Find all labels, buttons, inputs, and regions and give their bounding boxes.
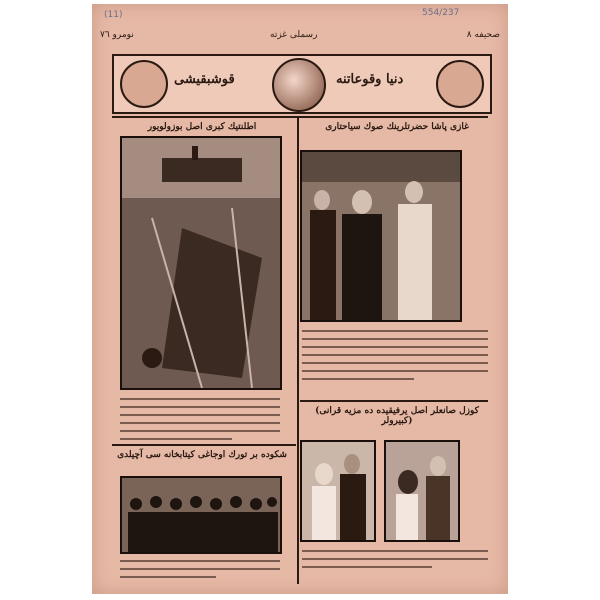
group-portrait xyxy=(302,152,460,320)
right-bottom-headline: (كوزل صانعلر اصل يرفيقيده ده مزيه قرانى كبيرولر) xyxy=(315,406,479,426)
pencil-note-left: (11) xyxy=(104,10,123,20)
issue-label: نومرو ۷٦ xyxy=(100,30,134,40)
center-label: رسملى غزته xyxy=(270,30,318,40)
top-rule xyxy=(112,116,488,118)
left-top-headline: اطلنتيك كبرى اصل بوزولويور xyxy=(147,122,257,132)
couple-portrait xyxy=(302,442,374,540)
left-bottom-headline: شكوده بر تورك اوجاغى كيتابخانه سى آچيلدى xyxy=(117,450,287,460)
library-opening-photo xyxy=(120,476,282,554)
haircut-photo xyxy=(384,440,460,542)
right-mid-rule xyxy=(300,400,488,402)
left-top-body-text xyxy=(120,392,280,446)
haircut-scene xyxy=(386,442,458,540)
column-divider xyxy=(297,116,299,584)
ghazi-pasha-photo xyxy=(300,150,462,322)
right-top-headline: غازى پاشا حضرتلرينك صوك سياحتارى xyxy=(325,122,469,132)
page-header xyxy=(100,30,500,42)
group-photo xyxy=(122,478,280,552)
left-mid-rule xyxy=(112,444,296,446)
right-bottom-body-text xyxy=(302,544,488,574)
ship-sinking-photo xyxy=(120,136,282,390)
globe-icon xyxy=(272,58,326,112)
right-emblem-icon xyxy=(436,60,484,108)
pencil-note-right: 554/237 xyxy=(422,8,460,18)
right-top-body-text xyxy=(302,324,488,386)
page-label: صحيفه ۸ xyxy=(466,30,500,40)
masthead xyxy=(112,54,492,114)
newspaper-page xyxy=(92,4,508,594)
left-bottom-body-text xyxy=(120,554,280,584)
masthead-title-left: قوشبقيشى xyxy=(174,72,235,87)
couple-photo xyxy=(300,440,376,542)
left-emblem-icon xyxy=(120,60,168,108)
masthead-title-right: دنيا وقوعاتنه xyxy=(336,72,404,87)
ship-illustration xyxy=(122,138,280,388)
